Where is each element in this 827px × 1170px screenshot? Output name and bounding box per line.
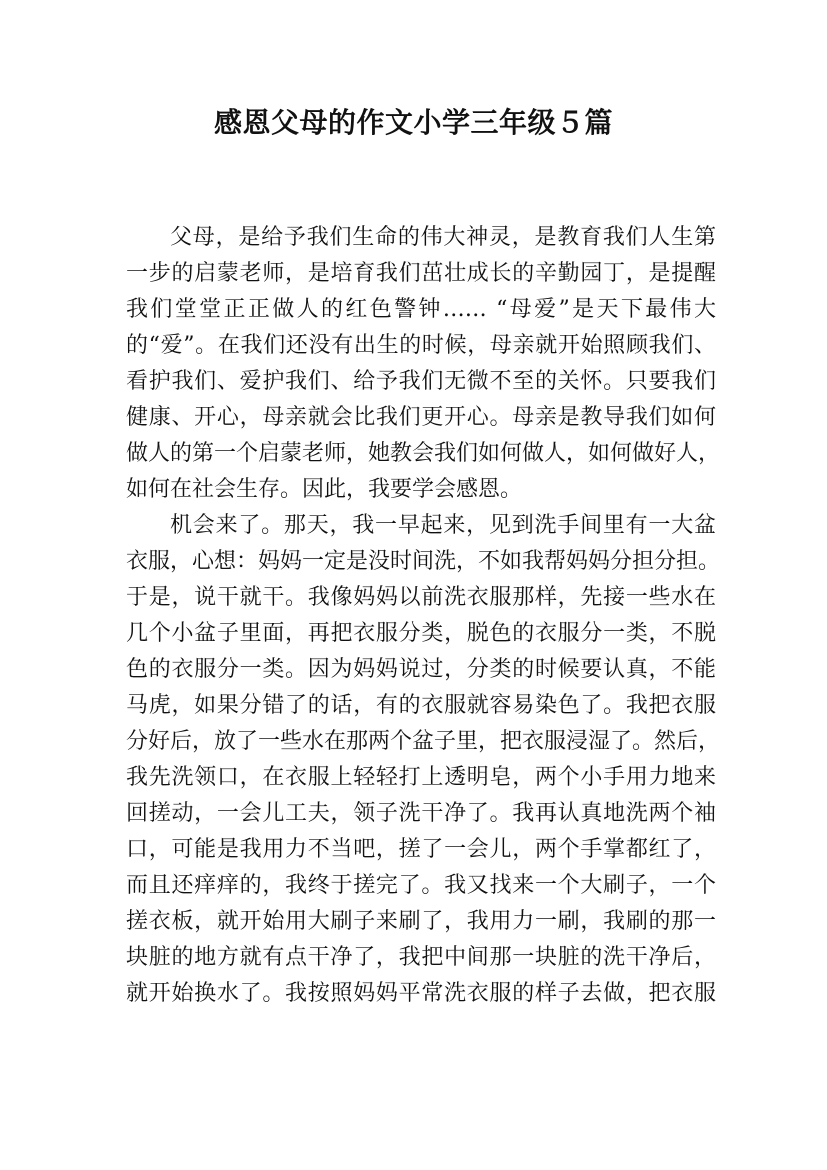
text-line: 而且还痒痒的，我终于搓完了。我又找来一个大刷子，一个 — [126, 873, 716, 898]
text-line: 如何在社会生存。因此，我要学会感恩。 — [126, 477, 523, 502]
text-line: 看护我们、爱护我们、给予我们无微不至的关怀。只要我们 — [126, 369, 716, 394]
paragraph-1 — [126, 220, 721, 508]
document-body — [126, 220, 721, 1012]
text-line: 机会来了。那天，我一早起来，见到洗手间里有一大盆 — [170, 513, 716, 538]
text-line: 口，可能是我用力不当吧，搓了一会儿，两个手掌都红了， — [126, 837, 716, 862]
text-line: 就开始换水了。我按照妈妈平常洗衣服的样子去做，把衣服 — [126, 981, 716, 1006]
text-line: 衣服，心想：妈妈一定是没时间洗，不如我帮妈妈分担分担。 — [126, 549, 721, 574]
text-line: 健康、开心，母亲就会比我们更开心。母亲是教导我们如何 — [126, 405, 716, 430]
text-line: 做人的第一个启蒙老师，她教会我们如何做人，如何做好人， — [126, 441, 721, 466]
text-line: 色的衣服分一类。因为妈妈说过，分类的时候要认真，不能 — [126, 657, 716, 682]
text-line: 回搓动，一会儿工夫，领子洗干净了。我再认真地洗两个袖 — [126, 801, 716, 826]
document-title: 感恩父母的作文小学三年级５篇 — [213, 106, 613, 139]
text-line: 搓衣板，就开始用大刷子来刷了，我用力一刷，我刷的那一 — [126, 909, 716, 934]
text-line: 父母，是给予我们生命的伟大神灵，是教育我们人生第 — [170, 225, 716, 250]
text-line: 一步的启蒙老师，是培育我们茁壮成长的辛勤园丁，是提醒 — [126, 261, 716, 286]
text-line: 块脏的地方就有点干净了，我把中间那一块脏的洗干净后， — [126, 945, 716, 970]
text-line: 马虎，如果分错了的话，有的衣服就容易染色了。我把衣服 — [126, 693, 716, 718]
paragraph-2 — [126, 508, 721, 1012]
text-line: 几个小盆子里面，再把衣服分类，脱色的衣服分一类，不脱 — [126, 621, 716, 646]
text-line: 的“爱”。在我们还没有出生的时候，母亲就开始照顾我们、 — [126, 333, 716, 358]
text-line: 我们堂堂正正做人的红色警钟…… “母爱”是天下最伟大 — [126, 297, 716, 322]
text-line: 分好后，放了一些水在那两个盆子里，把衣服浸湿了。然后， — [126, 729, 721, 754]
text-line: 我先洗领口，在衣服上轻轻打上透明皂，两个小手用力地来 — [126, 765, 716, 790]
text-line: 于是，说干就干。我像妈妈以前洗衣服那样，先接一些水在 — [126, 585, 716, 610]
